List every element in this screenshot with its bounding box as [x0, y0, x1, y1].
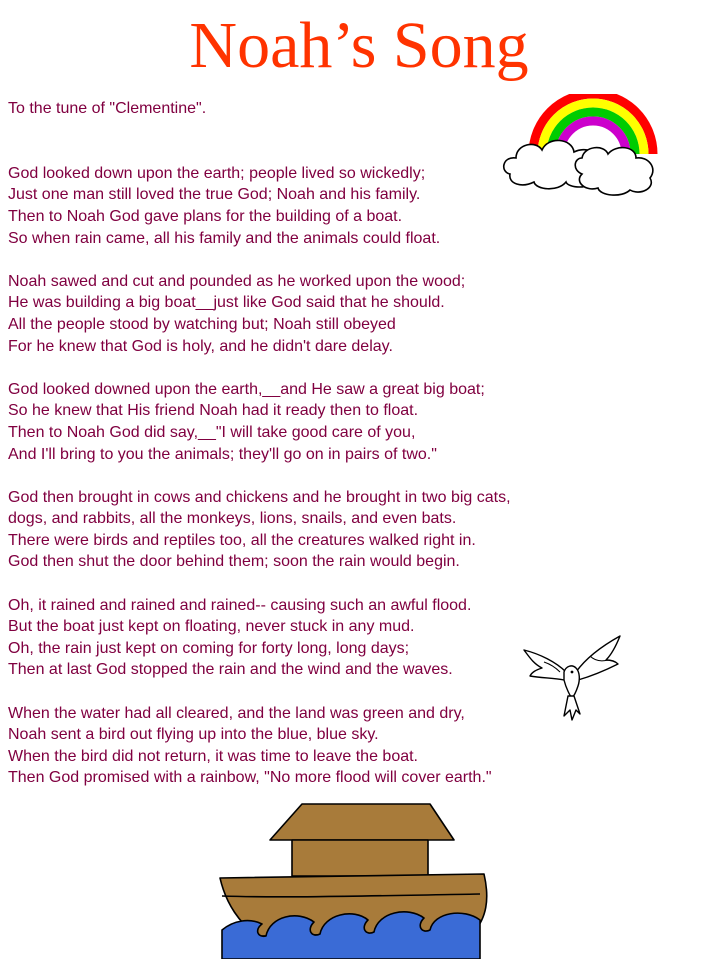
ark-illustration — [218, 800, 502, 959]
lyric-line: All the people stood by watching but; Noah still obeyed — [8, 315, 396, 333]
stanza — [8, 379, 608, 465]
lyric-line: Oh, it rained and rained and rained-- causing such an awful flood. — [8, 596, 472, 614]
lyric-line: God looked downed upon the earth,__and He saw a great big boat; — [8, 380, 485, 398]
lyric-line: Then God promised with a rainbow, "No more flood will cover earth." — [8, 769, 492, 787]
stanza — [8, 703, 608, 789]
stanza-list — [8, 163, 608, 789]
dove-illustration — [520, 632, 624, 724]
lyric-line: When the bird did not return, it was time to leave the boat. — [8, 747, 418, 765]
rainbow-clouds-illustration — [500, 94, 660, 200]
stanza — [8, 271, 608, 357]
lyric-line: And I'll bring to you the animals; they'll go on in pairs of two." — [8, 445, 437, 463]
lyric-line: So he knew that His friend Noah had it ready then to float. — [8, 402, 419, 420]
lyric-line: Then to Noah God gave plans for the building of a boat. — [8, 207, 403, 225]
lyric-line: Just one man still loved the true God; Noah and his family. — [8, 186, 421, 204]
stanza — [8, 487, 608, 573]
lyric-line: Then to Noah God did say,__"I will take good care of you, — [8, 423, 416, 441]
page-title: Noah’s Song — [189, 9, 529, 82]
lyric-line: So when rain came, all his family and the animals could float. — [8, 229, 441, 247]
lyric-line: He was building a big boat__just like God said that he should. — [8, 294, 445, 312]
lyric-line: God then shut the door behind them; soon the rain would begin. — [8, 553, 460, 571]
lyric-line: Noah sent a bird out flying up into the blue, blue sky. — [8, 726, 379, 744]
lyric-line: dogs, and rabbits, all the monkeys, lions, snails, and even bats. — [8, 510, 457, 528]
lyric-line: Noah sawed and cut and pounded as he worked upon the wood; — [8, 272, 466, 290]
tune-note: To the tune of "Clementine". — [8, 100, 207, 117]
lyric-line: There were birds and reptiles too, all the creatures walked right in. — [8, 531, 476, 549]
lyric-line: God looked down upon the earth; people lived so wickedly; — [8, 164, 426, 182]
lyric-line: For he knew that God is holy, and he didn't dare delay. — [8, 337, 393, 355]
lyric-line: God then brought in cows and chickens and he brought in two big cats, — [8, 488, 511, 506]
song-lyrics — [8, 98, 608, 789]
lyric-line: When the water had all cleared, and the land was green and dry, — [8, 704, 465, 722]
lyric-line: But the boat just kept on floating, never stuck in any mud. — [8, 618, 415, 636]
lyric-line: Oh, the rain just kept on coming for forty long, long days; — [8, 639, 410, 657]
stanza — [8, 595, 608, 681]
lyric-line: Then at last God stopped the rain and the wind and the waves. — [8, 661, 453, 679]
